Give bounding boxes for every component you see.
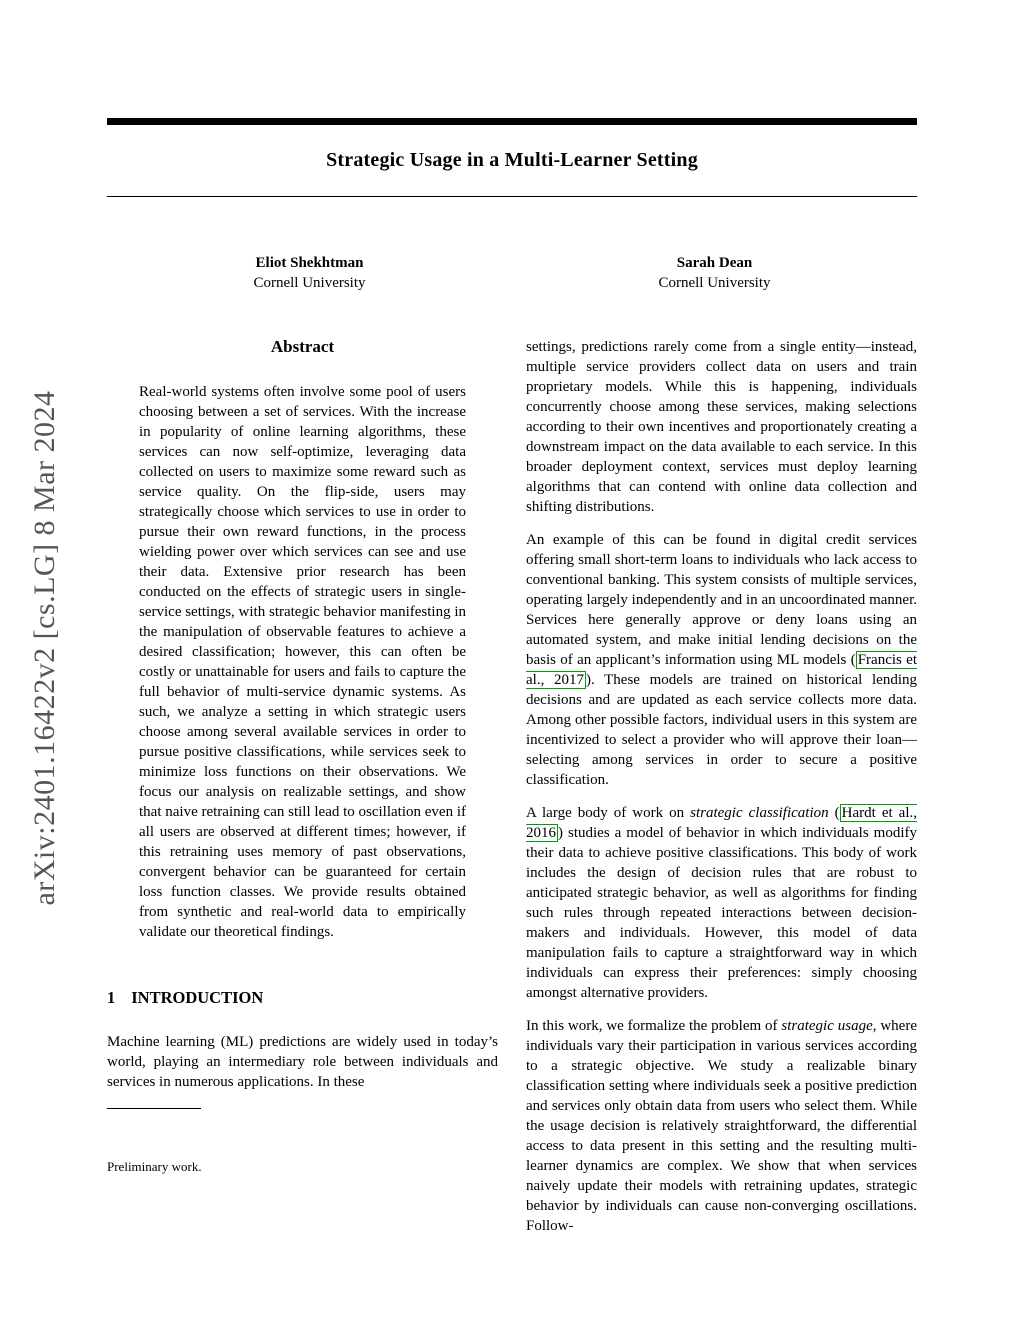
author-2 <box>512 253 917 293</box>
top-rule <box>107 118 917 125</box>
title-rule <box>107 196 917 197</box>
paper-title: Strategic Usage in a Multi-Learner Setting <box>326 149 698 171</box>
paragraph-sc-text: A large body of work on <box>526 805 691 821</box>
section-number: 1 <box>107 988 116 1007</box>
author-2-name: Sarah Dean <box>676 255 753 271</box>
paragraph-sc-paren: ( <box>828 805 840 821</box>
paragraph-settings: settings, predictions rarely come from a single entity—instead, multiple service providers collect data on users and train proprietary models. While this is happening, individuals concurrently choose among these services, making selections according to their own incentives and proportionately creating a downstream impact on the data available to each service. In this broader deployment context, services must deploy learning algorithms that can contend with online data collection and shifting distributions. <box>526 339 917 515</box>
footnote-rule <box>107 1108 201 1109</box>
paragraph-sc-text-cont: ) studies a model of behavior in which individuals modify their data to achieve positive classifications. This body of work includes the design of decision rules that are robust to anticipated strategic behavior, as well as algorithms for finding such rules through repeated interactions between decision-makers and individuals. However, this model of data manipulation fails to capture a straightforward way in which individuals can express their preferences: simply choosing amongst alternative providers. <box>526 825 917 1001</box>
term-strategic-usage: strategic usage <box>781 1018 873 1034</box>
author-1 <box>107 253 512 293</box>
author-2-affiliation: Cornell University <box>658 275 771 291</box>
citation-hardt-2016[interactable]: Hardt et al., 2016 <box>526 805 917 841</box>
footnote-text: Preliminary work. <box>107 1159 202 1174</box>
abstract-text: Real-world systems often involve some pool of users choosing between a set of services. With the increase in popularity of online learning algorithms, these services can now self-optimize, leveraging data collected on users to maximize some reward such as service quality. On the flip-side, users may strategically choose which services to use in order to pursue their own reward functions, in the process wielding power over which services can see and use their data. Extensive prior research has been conducted on the effects of strategic users in single-service settings, with strategic behavior manifesting in the manipulation of observable features to achieve a desired classification; however, this can often be costly or unattainable for users and fails to capture the full behavior of multi-service dynamic systems. As such, we analyze a setting in which strategic users choose among several available services in order to pursue positive classifications, while services seek to minimize loss functions on their observations. We focus our analysis on realizable settings, and show that naive retraining can still lead to oscillation even if all users are observed at different times; however, if this retraining uses memory of past observations, convergent behavior can be guaranteed for certain loss function classes. We provide results obtained from synthetic and real-world data to empirically validate our theoretical findings. <box>139 384 466 940</box>
paragraph-strategic-usage <box>526 1016 917 1236</box>
paragraph-su-text-cont: , where individuals vary their participation in various services according to a strategic objective. We study a realizable binary classification setting where individuals seek a positive prediction and services only obtain data from users who select them. While the usage decision is relatively straightforward, the differential access to data present in this setting and the resulting multi-learner dynamics are complex. We show that when services naively update their models with retraining updates, strategic behavior by individuals can cause non-converging oscillations. Follow- <box>526 1018 917 1234</box>
citation-francis-2017[interactable]: Francis et al., 2017 <box>526 652 917 688</box>
author-block <box>107 253 917 293</box>
right-column <box>526 337 917 1236</box>
paper-content <box>107 0 917 1236</box>
paragraph-credit-example <box>526 530 917 790</box>
section-heading-introduction <box>107 988 498 1008</box>
left-column <box>107 337 498 1236</box>
author-1-affiliation: Cornell University <box>253 275 366 291</box>
author-1-name: Eliot Shekhtman <box>255 255 364 271</box>
arxiv-watermark: arXiv:2401.16422v2 [cs.LG] 8 Mar 2024 <box>28 390 61 906</box>
paragraph-credit-example-text: An example of this can be found in digital credit services offering small short-term loans to individuals who lack access to conventional banking. This system consists of multiple services, operating largely independently and in an uncoordinated manner. Services here generally approve or deny loans using an automated system, and make initial lending decisions on the basis of an applicant’s information using ML models ( <box>526 532 917 668</box>
paragraph-su-text: In this work, we formalize the problem of <box>526 1018 782 1034</box>
introduction-paragraph: Machine learning (ML) predictions are widely used in today’s world, playing an intermediary role between individuals and services in numerous applications. In these <box>107 1034 498 1090</box>
two-column-body <box>107 337 917 1236</box>
paragraph-strategic-classification <box>526 803 917 1003</box>
term-strategic-classification: strategic classification <box>690 805 829 821</box>
section-title: INTRODUCTION <box>131 988 264 1007</box>
abstract-heading: Abstract <box>270 337 335 356</box>
paragraph-credit-example-text-cont: ). These models are trained on historical lending decisions and are updated as each service collects more data. Among other possible factors, individual users in this system are incentivized to select a provider who will approve their loan—selecting among services in order to secure a positive classification. <box>526 672 918 788</box>
